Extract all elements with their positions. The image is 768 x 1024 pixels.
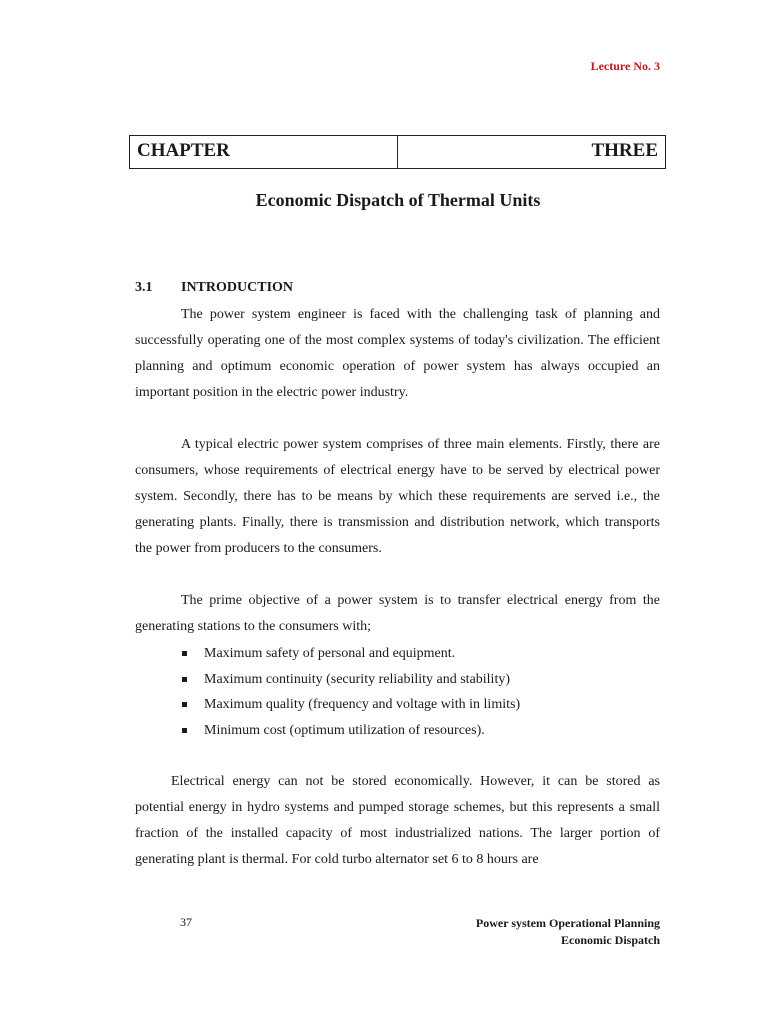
list-item-text: Maximum continuity (security reliability and stability) [204,671,510,687]
chapter-label: CHAPTER [130,136,398,168]
section-title: INTRODUCTION [181,280,294,295]
list-item [180,718,660,744]
list-item-text: Minimum cost (optimum utilization of resources). [204,722,485,738]
bullet-icon [182,677,187,682]
paragraph-3: The prime objective of a power system is to transfer electrical energy from the generating stations to the consumers with; [135,593,660,634]
bullet-icon [182,702,187,707]
footer-line-2: Economic Dispatch [561,933,660,947]
chapter-number: THREE [591,140,658,161]
lecture-number: Lecture No. 3 [590,59,660,73]
section-heading [135,280,293,296]
footer-title [476,915,660,949]
page-title: Economic Dispatch of Thermal Units [255,190,541,210]
paragraph-2: A typical electric power system comprises of three main elements. Firstly, there are consumers, whose requirements of electrical energy have to be served by electrical power system. Secondly, there has to be means by which these requirements are served i.e., the generating plants. Finally, there is transmission and distribution network, which transports the power from producers to the consumers. [135,437,660,556]
bullet-icon [182,728,187,733]
list-item-text: Maximum safety of personal and equipment. [204,646,456,661]
bullet-icon [182,651,187,656]
paragraph-1: The power system engineer is faced with the challenging task of planning and successfully operating one of the most complex systems of today's civilization. The efficient planning and optimum economic operation of power system has always occupied an important position in the electric power industry. [135,307,660,400]
footer-line-1: Power system Operational Planning [475,916,660,930]
list-item [180,692,660,718]
objectives-list [180,641,660,743]
list-item [180,641,660,667]
list-item-text: Maximum quality (frequency and voltage with in limits) [204,697,521,712]
paragraph-4: Electrical energy can not be stored economically. However, it can be stored as potential energy in hydro systems and pumped storage schemes, but this represents a small fraction of the installed capacity of most industrialized nations. The larger portion of generating plant is thermal. For cold turbo alternator set 6 to 8 hours are [135,774,660,867]
list-item [180,667,660,693]
chapter-box [129,135,666,169]
page-number: 37 [180,915,192,929]
section-number: 3.1 [135,280,153,295]
